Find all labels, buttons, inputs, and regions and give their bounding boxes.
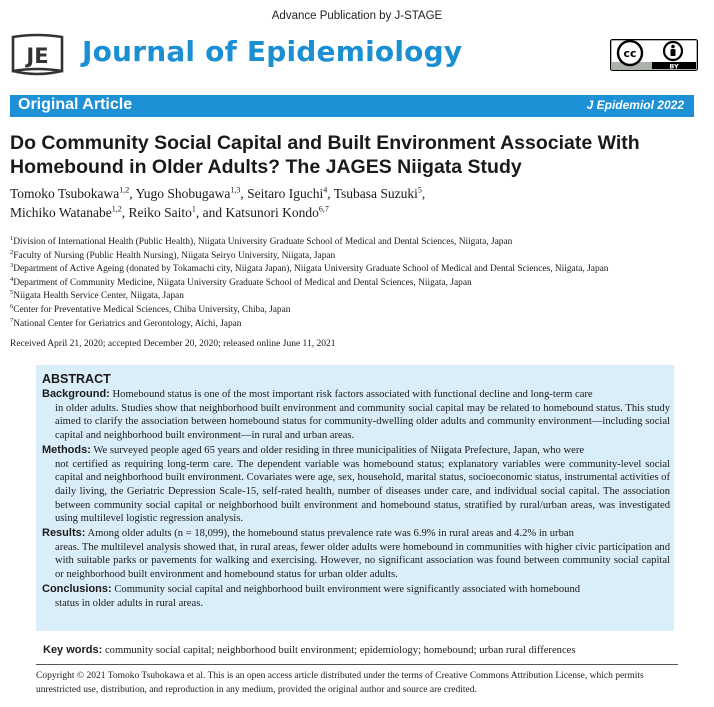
article-type: Original Article	[18, 96, 133, 113]
advance-publication-note: Advance Publication by J-STAGE	[271, 10, 443, 22]
svg-text:BY: BY	[669, 62, 679, 71]
affiliation: $^4$Department of Community Medicine, Niigata University Graduate School of Medical and Dental Sciences, Niigata, Japan	[10, 275, 472, 288]
article-title: Do Community Social Capital and Built Environment Associate With Homebound in Older Adults? The JAGES Niigata Study	[10, 132, 640, 178]
journal-logo-text: JE	[26, 44, 49, 68]
affiliation: $^2$Faculty of Nursing (Public Health Nursing), Niigata Seiryo University, Niigata, Japan	[10, 248, 336, 261]
journal-masthead	[10, 33, 704, 79]
author[interactable]: Katsunori Kondo$^{6,7}$	[225, 204, 329, 220]
author-list: Tomoko Tsubokawa$^{1,2}$, Yugo Shobugawa$^{1,3}$, Seitaro Iguchi$^4$, Tsubasa Suzuki$^5$, Michiko Watanabe$^{1,2}$, Reiko Saito$^1$, and Katsunori Kondo$^{6,7}$	[10, 185, 426, 220]
journal-citation: J Epidemiol 2022	[586, 98, 684, 112]
copyright-notice: Copyright © 2021 Tomoko Tsubokawa et al. This is an open access article distributed under the terms of Creative Commons Attribution License, which permits unrestricted use, distribution, and reproduction in any medium, provided the original author and source are credited.	[36, 671, 644, 695]
author[interactable]: Tsubasa Suzuki$^5$	[333, 185, 422, 201]
abstract-box	[36, 365, 674, 631]
abstract-conclusions: Conclusions: Community social capital and neighborhood built environment were significantly associated with homebound status in older adults in rural areas.	[42, 582, 581, 609]
keywords-text: community social capital; neighborhood built environment; epidemiology; homebound; urban rural differences	[104, 645, 576, 656]
affiliation: $^7$National Center for Geriatrics and Gerontology, Aichi, Japan	[10, 316, 242, 329]
svg-text:cc: cc	[623, 47, 637, 60]
author[interactable]: Michiko Watanabe$^{1,2}$	[10, 204, 122, 220]
journal-logo	[10, 33, 65, 77]
affiliation: $^5$Niigata Health Service Center, Niigata, Japan	[10, 289, 184, 302]
affiliation-list	[10, 236, 704, 331]
article-type-banner	[10, 95, 694, 117]
publication-dates: Received April 21, 2020; accepted December 20, 2020; released online June 11, 2021	[10, 339, 336, 349]
abstract-background: Background: Homebound status is one of the most important risk factors associated with functional decline and long-term care in older adults. Studies show that neighborhood built environment and community social capital may be related to homebound status. This study aimed to clarify the association between homebound status for community-dwelling older adults and community environment—including social capital and neighborhood built environment—in rural and urban areas.	[42, 388, 670, 442]
affiliation: $^1$Division of International Health (Public Health), Niigata University Graduate School of Medical and Dental Sciences, Niigata, Japan	[10, 234, 513, 247]
abstract-results: Results: Among older adults (n = 18,099), the homebound status prevalence rate was 6.9% in rural areas and 4.2% in urban areas. The multilevel analysis showed that, in rural areas, fewer older adults were homebound in communities with higher civic participation and with suitable parks or pavements for walking and exercising. However, no significant association was found between community social capital or neighborhood built environment and homebound status for urban older adults.	[42, 527, 670, 581]
keywords-label: Key words:	[43, 644, 103, 656]
author[interactable]: Yugo Shobugawa$^{1,3}$	[135, 185, 241, 201]
affiliation: $^3$Department of Active Ageing (donated by Tokamachi city, Niigata Japan), Niigata University Graduate School of Medical and Dental Sciences, Niigata, Japan	[10, 262, 609, 275]
abstract-heading: ABSTRACT	[42, 372, 111, 386]
abstract-methods: Methods: We surveyed people aged 65 years and older residing in three municipalities of Niigata Prefecture, Japan, who were not certified as requiring long-term care. The dependent variable was homebound status; explanatory variables were community-level social capital and neighborhood built environment. Covariates were age, sex, household, marital status, socioeconomic status, instrumental activities of daily living, the Geriatric Depression Scale-15, self-rated health, number of diseases under care, and individual social capital. The association between community social capital or neighborhood built environment and homebound status, stratified by rural/urban areas, was investigated using multilevel logistic regression analysis.	[42, 443, 670, 525]
keywords	[43, 644, 683, 656]
divider	[36, 664, 678, 665]
author[interactable]: Reiko Saito$^1$	[128, 204, 196, 220]
affiliation: $^6$Center for Preventative Medical Sciences, Chiba University, Chiba, Japan	[10, 302, 291, 315]
author[interactable]: Tomoko Tsubokawa$^{1,2}$	[10, 185, 130, 201]
journal-title: Journal of Epidemiology	[82, 35, 463, 68]
author[interactable]: Seitaro Iguchi$^4$	[247, 185, 328, 201]
cc-by-license-badge[interactable]	[610, 39, 698, 71]
